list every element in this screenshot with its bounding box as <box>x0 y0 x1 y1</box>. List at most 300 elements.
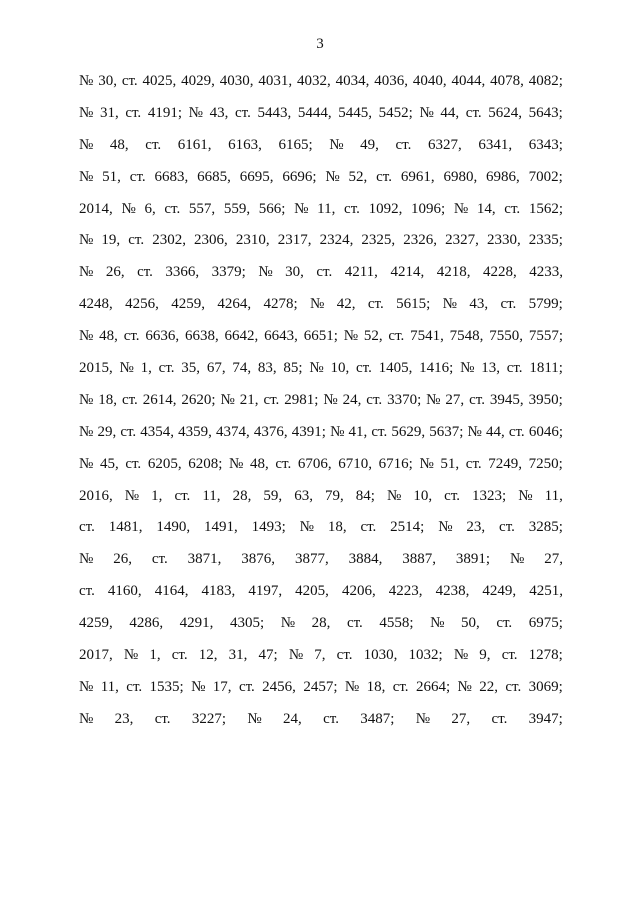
text-word: 11, <box>202 487 221 504</box>
text-word: 4248, <box>79 296 113 313</box>
text-word: ст. <box>508 423 525 440</box>
text-line <box>79 449 563 481</box>
text-word: 21, <box>239 391 259 408</box>
text-word: 4251, <box>529 583 563 600</box>
text-word: 1030, <box>363 647 398 664</box>
text-word: ст. <box>316 264 333 281</box>
text-word: 4044, <box>451 73 486 89</box>
text-word: 44, <box>440 104 460 121</box>
text-word: № <box>191 678 206 695</box>
text-word: ст. <box>499 519 515 536</box>
text-word: 4256, <box>125 296 159 313</box>
text-word: 4078, <box>490 73 524 89</box>
text-word: № <box>79 104 94 121</box>
text-word: 6208; <box>188 455 223 472</box>
text-word: 4032, <box>297 73 331 89</box>
text-word: 2457; <box>303 678 338 695</box>
text-word: 6683, <box>154 168 189 185</box>
text-word: 6165; <box>278 136 313 153</box>
text-word: ст. <box>465 104 482 121</box>
text-word: 4191; <box>147 104 182 121</box>
text-word: 4164, <box>154 583 189 600</box>
text-word: 3227; <box>191 710 227 727</box>
text-word: ст. <box>79 519 95 536</box>
text-word: № <box>188 104 203 121</box>
text-word: ст. <box>506 360 523 377</box>
text-word: 43, <box>209 104 229 121</box>
text-word: 5643; <box>528 104 563 121</box>
text-word: 6651; <box>303 328 338 345</box>
text-word: ст. <box>137 264 153 281</box>
text-word: 1481, <box>108 519 143 536</box>
text-word: 14, <box>476 200 496 217</box>
text-word: № <box>419 104 434 121</box>
text-word: 7550, <box>489 328 523 345</box>
text-word: 4558; <box>379 615 414 632</box>
legal-references-text <box>79 66 563 736</box>
text-word: ст. <box>371 423 388 440</box>
text-word: 6706, <box>297 455 332 472</box>
text-word: № <box>453 647 469 664</box>
text-line <box>79 321 563 353</box>
text-word: 24, <box>342 391 362 408</box>
text-word: 7250; <box>528 455 563 472</box>
text-word: 3069; <box>528 678 563 695</box>
text-word: ст. <box>491 710 508 727</box>
text-word: 3887, <box>402 551 436 568</box>
text-word: № <box>310 296 325 313</box>
text-word: 6205, <box>147 455 182 472</box>
text-word: 18, <box>366 678 386 695</box>
text-word: ст. <box>121 73 138 89</box>
text-word: № <box>415 710 431 727</box>
text-word: 5629, <box>391 423 426 440</box>
text-word: 2324, <box>319 232 354 249</box>
text-word: 29, <box>97 423 117 440</box>
text-word: 51, <box>102 168 121 185</box>
text-word: 7557; <box>528 328 563 345</box>
text-word: № <box>344 678 360 695</box>
text-word: 3379; <box>211 264 246 281</box>
text-word: № <box>460 360 475 377</box>
text-word: 2981; <box>284 391 319 408</box>
text-word: 11, <box>317 200 336 217</box>
text-word: № <box>79 328 94 345</box>
text-line <box>79 385 563 417</box>
text-word: 74, <box>232 360 252 377</box>
text-word: ст. <box>263 391 280 408</box>
text-word: 1405, <box>378 360 413 377</box>
text-word: № <box>387 487 402 504</box>
text-word: 6642, <box>224 328 259 345</box>
text-line <box>79 257 563 289</box>
text-word: ст. <box>123 328 140 345</box>
text-word: 1, <box>151 487 163 504</box>
text-word: 5443, <box>257 104 292 121</box>
text-word: 4030, <box>219 73 254 89</box>
text-word: 83, <box>257 360 277 377</box>
text-word: 2664; <box>415 678 451 695</box>
text-word: 49, <box>360 136 379 153</box>
text-word: 2017, <box>79 647 113 664</box>
text-word: ст. <box>154 710 171 727</box>
text-word: 28, <box>311 615 331 632</box>
text-word: 3891; <box>455 551 491 568</box>
text-word: ст. <box>360 519 377 536</box>
text-word: 19, <box>101 232 121 249</box>
text-word: 4259, <box>79 615 113 632</box>
text-word: 4291, <box>179 615 214 632</box>
text-word: ст. <box>275 455 292 472</box>
text-word: № <box>438 519 453 536</box>
text-word: ст. <box>496 615 513 632</box>
text-word: 6636, <box>145 328 180 345</box>
text-word: ст. <box>126 678 143 695</box>
text-word: 7541, <box>410 328 444 345</box>
text-word: ст. <box>164 200 181 217</box>
text-word: № <box>330 423 345 440</box>
text-word: 26, <box>105 264 125 281</box>
text-word: 48, <box>249 455 269 472</box>
text-word: 4040, <box>412 73 447 89</box>
text-word: 4359, <box>178 423 212 440</box>
text-word: ст. <box>120 423 137 440</box>
text-word: 4223, <box>388 583 423 600</box>
text-word: 559, <box>223 200 251 217</box>
text-word: 4286, <box>129 615 164 632</box>
text-word: 26, <box>113 551 132 568</box>
text-word: 30, <box>98 73 117 89</box>
text-word: 51, <box>440 455 460 472</box>
text-word: 42, <box>336 296 356 313</box>
text-word: 52, <box>363 328 383 345</box>
text-word: ст. <box>376 168 392 185</box>
page-number: 3 <box>316 36 324 52</box>
text-word: ст. <box>234 104 251 121</box>
text-word: 52, <box>348 168 368 185</box>
text-word: 1562; <box>528 200 563 217</box>
text-line <box>79 576 563 608</box>
text-line <box>79 544 563 576</box>
text-word: № <box>325 168 340 185</box>
text-word: 2326, <box>403 232 437 249</box>
text-word: ст. <box>444 487 460 504</box>
text-word: 44, <box>485 423 505 440</box>
text-word: ст. <box>238 678 255 695</box>
text-word: 2014, <box>79 200 113 217</box>
text-word: 4233, <box>529 264 563 281</box>
text-word: 2016, <box>79 487 113 504</box>
text-word: 12, <box>198 647 218 664</box>
text-line <box>79 130 563 162</box>
text-word: № <box>457 678 472 695</box>
text-word: 6, <box>144 200 156 217</box>
text-word: 4183, <box>201 583 236 600</box>
text-word: 1, <box>140 360 152 377</box>
text-word: № <box>79 168 94 185</box>
text-word: 4029, <box>181 73 215 89</box>
text-word: ст. <box>323 710 339 727</box>
text-word: 63, <box>294 487 313 504</box>
text-word: 6638, <box>184 328 219 345</box>
text-word: № <box>419 455 434 472</box>
text-word: № <box>123 647 139 664</box>
text-word: № <box>247 710 262 727</box>
text-word: 5799; <box>528 296 563 313</box>
text-word: ст. <box>392 678 409 695</box>
text-word: ст. <box>125 104 142 121</box>
text-word: 4211, <box>344 264 378 281</box>
text-word: 1491, <box>203 519 238 536</box>
text-word: 22, <box>479 678 498 695</box>
text-word: № <box>518 487 533 504</box>
text-word: 4391; <box>291 423 326 440</box>
text-word: 6327, <box>427 136 462 153</box>
text-word: 5452; <box>378 104 413 121</box>
text-word: 18, <box>98 391 117 408</box>
text-word: № <box>509 551 525 568</box>
text-word: № <box>280 615 296 632</box>
text-word: 4197, <box>248 583 283 600</box>
text-word: № <box>79 136 94 153</box>
text-word: 4205, <box>295 583 329 600</box>
text-line <box>79 289 563 321</box>
text-word: 31, <box>228 647 248 664</box>
text-word: 7, <box>314 647 326 664</box>
text-word: 2620; <box>181 391 216 408</box>
text-word: ст. <box>174 487 191 504</box>
text-word: ст. <box>388 328 405 345</box>
text-word: 7249, <box>488 455 523 472</box>
text-word: 4374, <box>216 423 250 440</box>
text-word: 2514; <box>390 519 425 536</box>
text-word: 3366, <box>165 264 200 281</box>
text-word: ст. <box>125 455 142 472</box>
text-word: ст. <box>469 391 485 408</box>
text-word: 6163, <box>228 136 262 153</box>
text-word: 1323; <box>472 487 507 504</box>
text-word: 2330, <box>486 232 521 249</box>
text-word: № <box>79 551 94 568</box>
text-word: 5444, <box>297 104 332 121</box>
text-word: 2310, <box>235 232 270 249</box>
text-word: 59, <box>263 487 283 504</box>
text-word: № <box>426 391 441 408</box>
text-word: 4031, <box>258 73 293 89</box>
text-word: № <box>258 264 273 281</box>
text-word: 2015, <box>79 360 113 377</box>
text-word: ст. <box>366 391 383 408</box>
text-word: 6685, <box>197 168 231 185</box>
text-word: 4036, <box>374 73 409 89</box>
text-word: 1490, <box>156 519 191 536</box>
text-word: 4206, <box>341 583 376 600</box>
text-word: ст. <box>344 200 360 217</box>
text-word: 79, <box>324 487 344 504</box>
text-word: ст. <box>79 583 95 600</box>
text-word: № <box>343 328 359 345</box>
text-word: 84; <box>355 487 375 504</box>
text-word: 7548, <box>449 328 484 345</box>
text-word: 4264, <box>217 296 252 313</box>
text-word: № <box>79 232 94 249</box>
text-word: № <box>79 455 94 472</box>
text-line <box>79 66 563 98</box>
text-word: № <box>299 519 314 536</box>
text-word: № <box>79 391 94 408</box>
text-word: 85; <box>283 360 303 377</box>
text-word: 31, <box>99 104 119 121</box>
text-word: 557, <box>188 200 216 217</box>
text-word: 6696; <box>282 168 317 185</box>
text-word: ст. <box>395 136 412 153</box>
text-word: 1535; <box>149 678 184 695</box>
text-word: 35, <box>181 360 201 377</box>
text-word: 27, <box>544 551 563 568</box>
text-word: 4278; <box>263 296 298 313</box>
text-word: № <box>453 200 469 217</box>
text-word: № <box>79 423 94 440</box>
text-word: 2335; <box>528 232 563 249</box>
text-word: 43, <box>469 296 489 313</box>
text-word: 5445, <box>338 104 372 121</box>
text-word: 4214, <box>390 264 425 281</box>
text-word: № <box>121 200 136 217</box>
text-word: 23, <box>114 710 134 727</box>
text-word: 4376, <box>253 423 288 440</box>
text-word: 6161, <box>177 136 212 153</box>
text-word: ст. <box>355 360 372 377</box>
text-word: 3487; <box>360 710 395 727</box>
text-word: 1032; <box>408 647 443 664</box>
text-word: 47; <box>258 647 278 664</box>
text-word: 48, <box>109 136 129 153</box>
text-word: ст. <box>121 391 138 408</box>
text-word: 2327, <box>445 232 479 249</box>
text-word: 6986, <box>486 168 520 185</box>
text-word: № <box>329 136 344 153</box>
text-word: 4354, <box>140 423 175 440</box>
text-word: 6710, <box>338 455 372 472</box>
text-word: № <box>294 200 309 217</box>
text-line <box>79 194 563 226</box>
text-word: 4259, <box>171 296 205 313</box>
text-word: 6961, <box>400 168 435 185</box>
text-word: 4228, <box>482 264 517 281</box>
text-word: 1416; <box>419 360 454 377</box>
text-word: № <box>323 391 338 408</box>
text-word: 67, <box>206 360 226 377</box>
text-word: 4218, <box>436 264 471 281</box>
text-word: 27, <box>451 710 471 727</box>
text-word: ст. <box>145 136 162 153</box>
text-word: 4160, <box>107 583 142 600</box>
text-line <box>79 353 563 385</box>
text-line <box>79 608 563 640</box>
text-line <box>79 512 563 544</box>
text-word: № <box>79 678 94 695</box>
text-word: 11, <box>544 487 563 504</box>
text-word: № <box>79 264 94 281</box>
text-word: ст. <box>158 360 175 377</box>
text-line <box>79 640 563 672</box>
text-line <box>79 225 563 257</box>
text-word: 4034, <box>335 73 370 89</box>
text-word: 3884, <box>348 551 383 568</box>
text-line <box>79 417 563 449</box>
text-word: 7002; <box>528 168 563 185</box>
text-word: 45, <box>99 455 119 472</box>
text-word: 1811; <box>529 360 563 377</box>
text-word: 30, <box>285 264 304 281</box>
text-word: 3370; <box>387 391 422 408</box>
text-word: 9, <box>479 647 491 664</box>
text-word: № <box>288 647 304 664</box>
text-word: 3876, <box>241 551 276 568</box>
text-line <box>79 704 563 736</box>
text-line <box>79 672 563 704</box>
text-word: № <box>309 360 324 377</box>
text-word: 6975; <box>528 615 563 632</box>
text-word: ст. <box>171 647 188 664</box>
text-word: 50, <box>461 615 480 632</box>
text-word: 24, <box>283 710 302 727</box>
text-word: 2456, <box>262 678 296 695</box>
text-word: 566; <box>258 200 286 217</box>
text-word: 3947; <box>528 710 563 727</box>
text-word: 2302, <box>152 232 186 249</box>
text-word: 27, <box>445 391 465 408</box>
text-word: ст. <box>500 296 517 313</box>
text-word: № <box>124 487 140 504</box>
text-word: 6716; <box>378 455 413 472</box>
text-word: ст. <box>346 615 363 632</box>
text-word: ст. <box>129 168 146 185</box>
text-word: ст. <box>336 647 353 664</box>
text-word: 6695, <box>239 168 274 185</box>
text-word: ст. <box>465 455 482 472</box>
text-word: ст. <box>151 551 168 568</box>
text-line <box>79 481 563 513</box>
text-word: ст. <box>367 296 384 313</box>
text-word: 1092, <box>368 200 403 217</box>
text-word: 6046; <box>528 423 563 440</box>
text-word: № <box>442 296 457 313</box>
text-word: 3877, <box>294 551 329 568</box>
text-word: 28, <box>232 487 252 504</box>
text-word: 48, <box>99 328 118 345</box>
text-word: 13, <box>481 360 500 377</box>
text-word: 3950; <box>528 391 563 408</box>
text-word: 5637; <box>429 423 464 440</box>
text-word: 11, <box>100 678 119 695</box>
text-word: ст. <box>501 647 518 664</box>
text-word: № <box>467 423 482 440</box>
text-word: № <box>229 455 244 472</box>
text-word: 2325, <box>361 232 396 249</box>
text-word: 1493; <box>251 519 286 536</box>
text-word: 4238, <box>435 583 470 600</box>
text-word: 6643, <box>264 328 298 345</box>
text-word: 4305; <box>229 615 265 632</box>
text-word: 18, <box>327 519 347 536</box>
text-word: 2614, <box>142 391 177 408</box>
text-word: ст. <box>128 232 145 249</box>
text-word: ст. <box>504 200 521 217</box>
text-word: 10, <box>413 487 433 504</box>
text-word: ст. <box>505 678 522 695</box>
text-word: 3945, <box>489 391 524 408</box>
